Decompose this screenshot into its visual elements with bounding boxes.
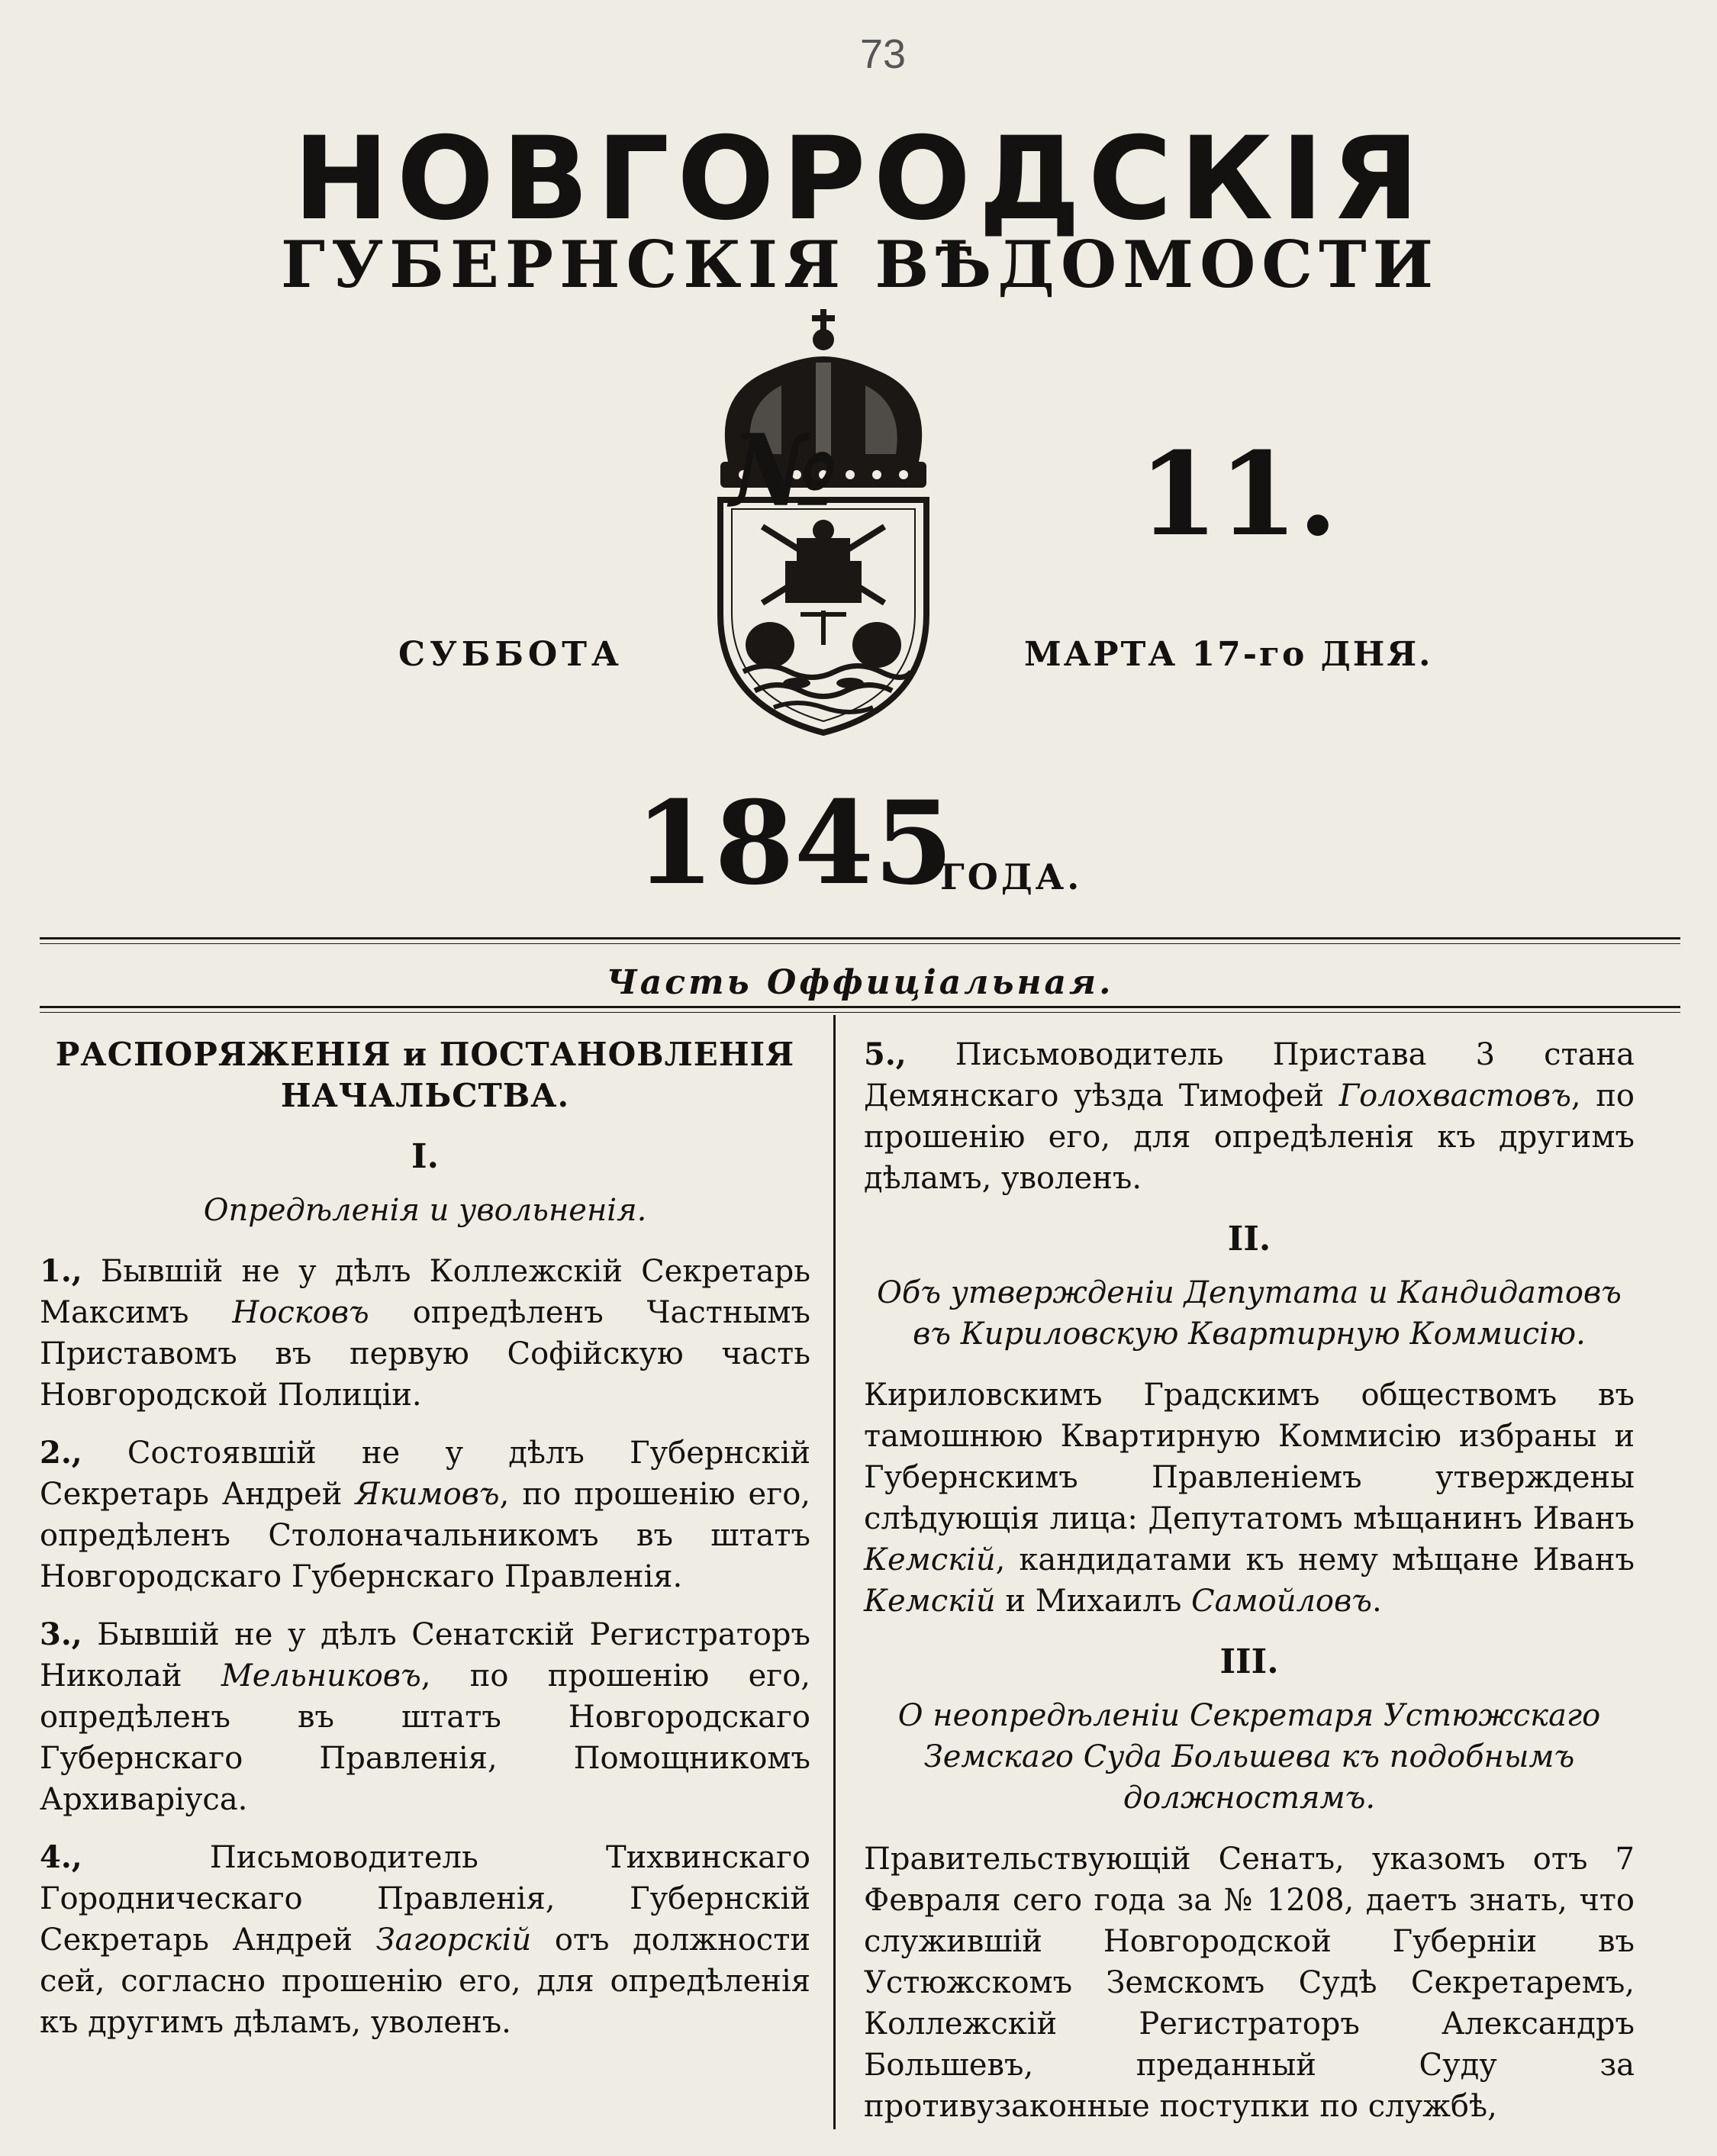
section-header: Часть Оффиціальная. xyxy=(606,963,1114,1002)
header-rule-top xyxy=(40,937,1680,939)
list-item: 3., Бывшій не у дѣлъ Сенатскій Регистраторъ Николай Мельниковъ, по прошенію его, опредѣленъ въ штатъ Новгородскаго Губернскаго Правленія, Помощникомъ Архиваріуса. xyxy=(40,1616,810,1817)
column-divider xyxy=(833,1015,836,2129)
right-column xyxy=(864,1026,1635,2144)
roman-numeral-1: I. xyxy=(411,1137,439,1176)
roman-numeral-2: II. xyxy=(1227,1220,1271,1258)
newspaper-title: НОВГОРОДСКІЯ xyxy=(293,113,1427,246)
list-item: 4., Письмоводитель Тихвинскаго Городническаго Правленія, Губернскій Секретарь Андрей Загорскій отъ должности сей, согласно прошенію его, для опредѣленія къ другимъ дѣламъ, уволенъ. xyxy=(40,1839,810,2040)
left-column xyxy=(40,1026,810,2060)
list-item: 5., Письмоводитель Пристава 3 стана Демянскаго уѣзда Тимофей Голохвастовъ, по прошенію его, для опредѣленія къ другимъ дѣламъ, уволенъ. xyxy=(864,1036,1635,1196)
header-rule-bottom xyxy=(40,1006,1680,1008)
year-word: ГОДА. xyxy=(940,856,1083,898)
section-heading-line1: РАСПОРЯЖЕНІЯ и ПОСТАНОВЛЕНІЯ xyxy=(55,1036,795,1073)
folio-number: 73 xyxy=(860,31,907,77)
issue-year: 1845 xyxy=(635,776,954,910)
newspaper-subtitle: ГУБЕРНСКІЯ ВѢДОМОСТИ xyxy=(280,227,1440,302)
subheading-secretary: О неопредѣленіи Секретаря Устюжскаго Земскаго Суда Большева къ подобнымъ должностямъ. xyxy=(897,1698,1601,1816)
paragraph-senate: Правительствующій Сенатъ, указомъ отъ 7 Февраля сего года за № 1208, даетъ знать, что служившій Новгородской Губерніи въ Устюжскомъ Земскомъ Судѣ Секретаремъ, Коллежскій Регистраторъ Александръ Большевъ, преданный Суду за противузаконные поступки по службѣ, xyxy=(864,1842,1635,2124)
section-heading-line2: НАЧАЛЬСТВА. xyxy=(280,1077,570,1114)
subheading-appointments: Опредѣленія и увольненія. xyxy=(203,1193,647,1228)
weekday: СУББОТА xyxy=(398,635,623,674)
paragraph-deputy: Кириловскимъ Градскимъ обществомъ въ тамошнюю Квартирную Коммисію избраны и Губернскимъ Правленіемъ утверждены слѣдующія лица: Депутатомъ мѣщанинъ Иванъ Кемскій, кандидатами къ нему мѣщане Иванъ Кемскій и Михаилъ Самойловъ. xyxy=(864,1378,1635,1619)
roman-numeral-3: III. xyxy=(1219,1642,1279,1681)
list-item: 1., Бывшій не у дѣлъ Коллежскій Секретарь Максимъ Носковъ опредѣленъ Частнымъ Приставомъ въ первую Софійскую часть Новгородской Полиціи. xyxy=(40,1253,810,1413)
issue-date: МАРТА 17-го ДНЯ. xyxy=(1024,635,1433,674)
header-rule-top-thin xyxy=(40,943,1680,944)
subheading-deputy: Объ утвержденіи Депутата и Кандидатовъ въ Кириловскую Квартирную Коммисію. xyxy=(877,1275,1622,1352)
number-sign: № xyxy=(730,412,839,529)
header-rule-bottom-thin xyxy=(40,1012,1680,1013)
page-content xyxy=(40,0,1680,2156)
list-item: 2., Состоявшій не у дѣлъ Губернскій Секретарь Андрей Якимовъ, по прошенію его, опредѣленъ Столоначальникомъ въ штатъ Новгородскаго Губернскаго Правленія. xyxy=(40,1435,810,1594)
issue-number: 11. xyxy=(1139,427,1338,562)
